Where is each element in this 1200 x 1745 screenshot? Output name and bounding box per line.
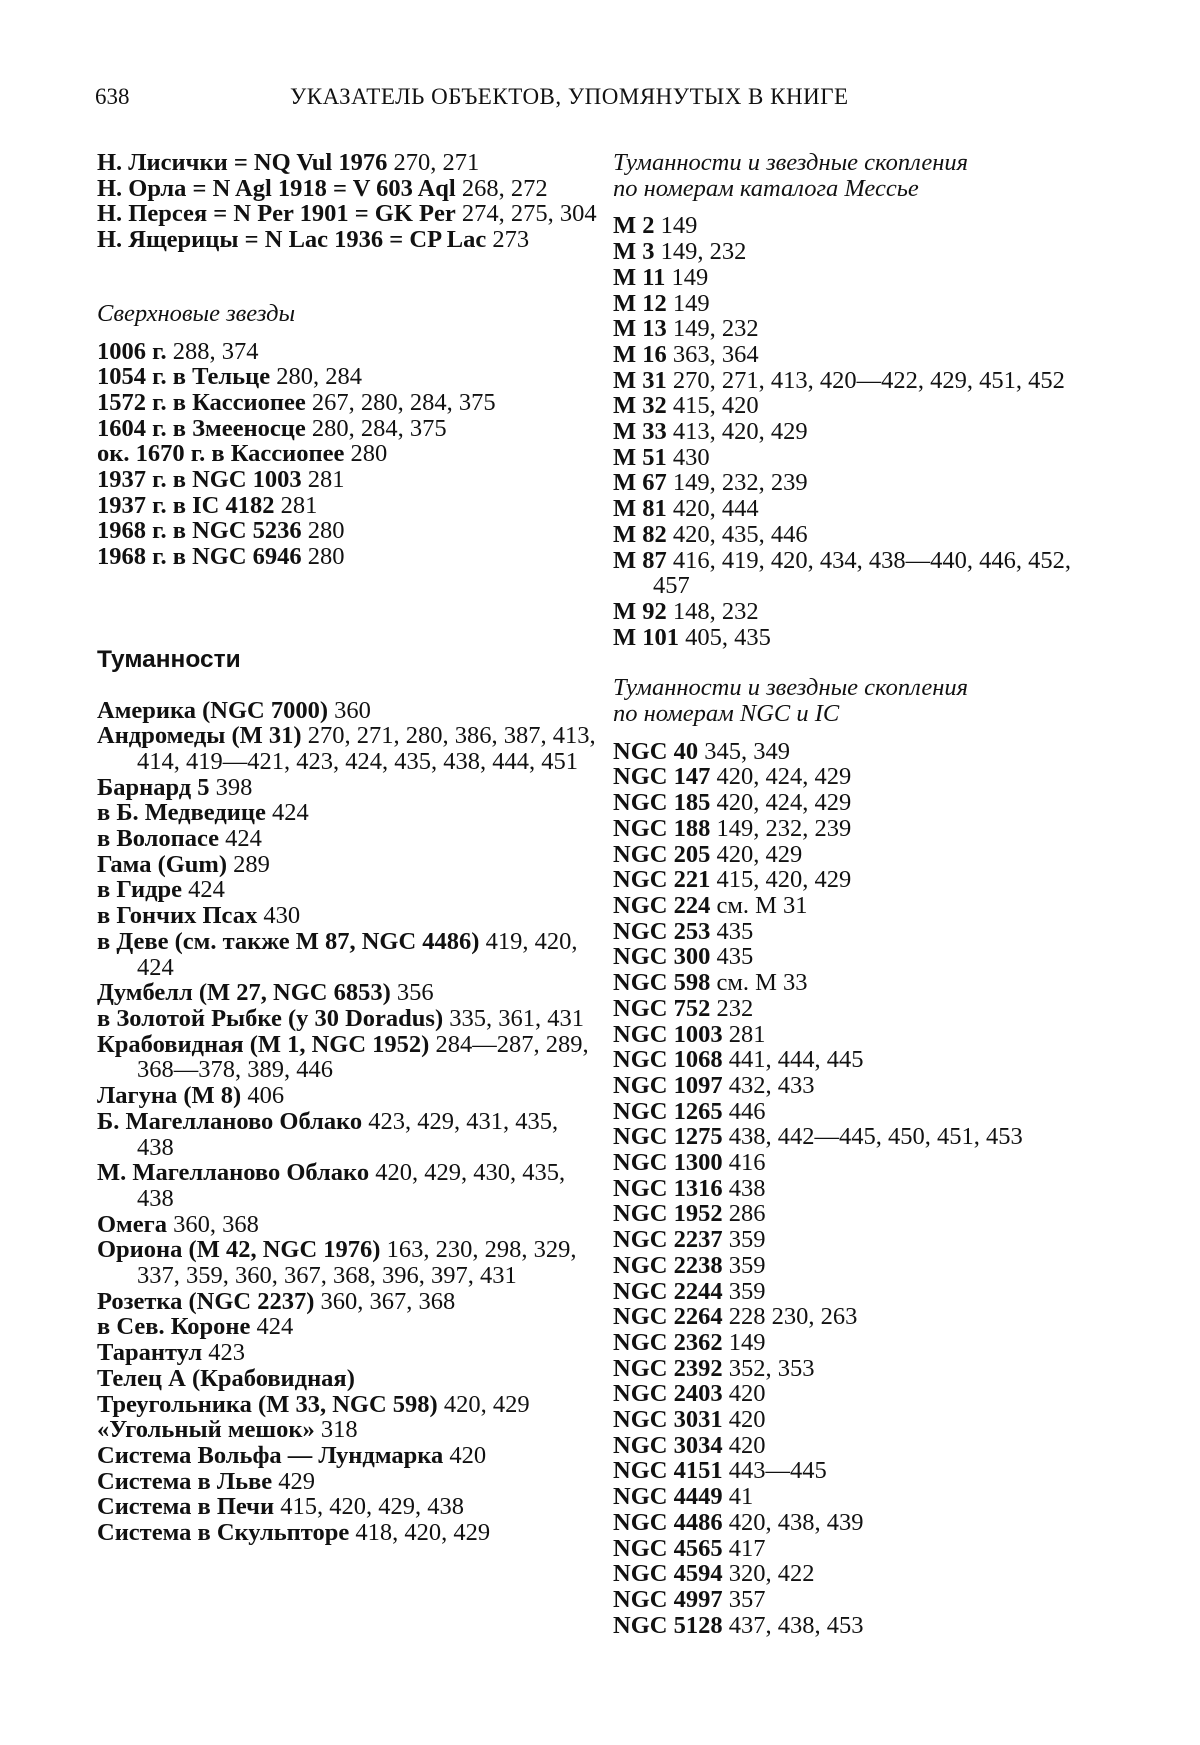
right-column — [613, 150, 1113, 1638]
entry-pages: 359 — [728, 1277, 766, 1305]
index-entry — [613, 739, 1113, 765]
entry-pages: 415, 420 — [672, 392, 759, 420]
entry-name: NGC 752 — [613, 994, 711, 1022]
entry-pages: 286 — [728, 1200, 766, 1228]
entry-pages: 418, 420, 429 — [355, 1519, 491, 1547]
index-entry — [613, 213, 1113, 239]
entry-name: M 33 — [613, 418, 667, 446]
entry-pages: 424 — [188, 876, 225, 904]
index-entry — [97, 1212, 597, 1238]
entry-name: Гама (Gum) — [97, 850, 227, 878]
entry-pages: 281 — [728, 1020, 766, 1048]
entry-pages: 149, 232, 239 — [672, 469, 808, 497]
index-entry — [97, 227, 597, 253]
index-entry — [97, 518, 597, 544]
entry-pages: 148, 232 — [672, 597, 759, 625]
entry-name: NGC 300 — [613, 943, 711, 971]
entry-name: M 31 — [613, 366, 667, 394]
entry-pages: 280 — [307, 543, 345, 571]
entry-pages: 268, 272 — [461, 174, 548, 202]
index-entry — [97, 1160, 597, 1211]
entry-name: NGC 1068 — [613, 1046, 723, 1074]
entry-name: NGC 4486 — [613, 1508, 723, 1536]
entry-pages: 416 — [728, 1149, 766, 1177]
left-column — [97, 150, 597, 1546]
entry-pages: 420, 438, 439 — [728, 1508, 864, 1536]
index-entry — [97, 1443, 597, 1469]
entry-name: Омега — [97, 1210, 167, 1238]
index-entry — [97, 800, 597, 826]
entry-pages: 149 — [660, 212, 698, 240]
index-entry — [97, 1289, 597, 1315]
entry-name: Ориона (M 42, NGC 1976) — [97, 1236, 381, 1264]
index-entry — [97, 416, 597, 442]
entry-name: NGC 598 — [613, 969, 711, 997]
entry-pages: 420 — [728, 1380, 766, 1408]
entry-pages: 352, 353 — [728, 1354, 815, 1382]
index-entry — [613, 239, 1113, 265]
supernovae-list — [97, 339, 597, 570]
entry-pages: 281 — [280, 491, 318, 519]
entry-name: 1604 г. в Змееносце — [97, 414, 306, 442]
entry-name: Крабовидная (M 1, NGC 1952) — [97, 1030, 430, 1058]
entry-pages: 318 — [320, 1416, 358, 1444]
index-entry — [613, 419, 1113, 445]
entry-pages: 441, 444, 445 — [728, 1046, 864, 1074]
entry-name: NGC 1952 — [613, 1200, 723, 1228]
entry-pages: 273 — [492, 226, 530, 254]
index-entry — [97, 1520, 597, 1546]
entry-pages: 420 — [728, 1406, 766, 1434]
entry-name: Система в Льве — [97, 1467, 273, 1495]
index-entry — [613, 316, 1113, 342]
entry-name: M 16 — [613, 340, 667, 368]
entry-pages: 423, 429, 431, 435, 438 — [137, 1107, 559, 1161]
entry-pages: 280 — [307, 517, 345, 545]
entry-pages: 363, 364 — [672, 340, 759, 368]
entry-name: NGC 3031 — [613, 1406, 723, 1434]
index-entry — [97, 1083, 597, 1109]
entry-name: Лагуна (M 8) — [97, 1082, 242, 1110]
entry-pages: 435 — [716, 917, 754, 945]
index-entry — [613, 599, 1113, 625]
entry-pages: 149, 232 — [660, 238, 747, 266]
running-title: УКАЗАТЕЛЬ ОБЪЕКТОВ, УПОМЯНУТЫХ В КНИГЕ — [290, 84, 849, 109]
entry-name: M 67 — [613, 469, 667, 497]
index-entry — [97, 467, 597, 493]
index-entry — [613, 1253, 1113, 1279]
index-entry — [97, 1469, 597, 1495]
entry-name: M 82 — [613, 520, 667, 548]
entry-pages: 424 — [225, 825, 262, 853]
index-entry — [97, 826, 597, 852]
nebulae-heading: Туманности — [97, 645, 241, 673]
entry-name: Треугольника (M 33, NGC 598) — [97, 1390, 438, 1418]
entry-name: M 2 — [613, 212, 655, 240]
index-entry — [613, 496, 1113, 522]
entry-pages: 270, 271, 280, 386, 387, 413, 414, 419—421, 423, 424, 435, 438, 444, 451 — [137, 722, 596, 775]
entry-pages: 420, 429 — [443, 1390, 530, 1418]
entry-name: NGC 205 — [613, 840, 711, 868]
entry-pages: см. M 33 — [716, 969, 808, 997]
index-entry — [97, 903, 597, 929]
entry-name: в Гончих Псах — [97, 902, 258, 930]
index-entry — [613, 970, 1113, 996]
entry-pages: 345, 349 — [704, 737, 790, 765]
entry-name: NGC 40 — [613, 737, 699, 765]
entry-name: NGC 5128 — [613, 1611, 723, 1639]
index-entry — [613, 893, 1113, 919]
index-entry — [613, 1433, 1113, 1459]
entry-pages: 335, 361, 431 — [449, 1004, 584, 1032]
entry-pages: 438 — [728, 1174, 766, 1202]
index-entry — [97, 929, 597, 980]
index-entry — [613, 1099, 1113, 1125]
entry-pages: 424 — [256, 1313, 294, 1341]
entry-name: NGC 1300 — [613, 1149, 723, 1177]
entry-name: NGC 4997 — [613, 1585, 723, 1613]
index-entry — [613, 1201, 1113, 1227]
entry-name: NGC 2264 — [613, 1303, 723, 1331]
entry-name: NGC 4565 — [613, 1534, 723, 1562]
entry-name: в Гидре — [97, 876, 183, 904]
entry-pages: 163, 230, 298, 329, 337, 359, 360, 367, 368, 396, 397, 431 — [137, 1236, 577, 1290]
entry-name: в Сев. Короне — [97, 1313, 251, 1341]
messier-heading-line2: по номерам каталога Мессье — [613, 174, 919, 202]
entry-name: NGC 147 — [613, 763, 711, 791]
entry-pages: 420, 435, 446 — [672, 520, 808, 548]
entry-name: Б. Магелланово Облако — [97, 1107, 363, 1135]
index-entry — [97, 441, 597, 467]
entry-pages: 149 — [671, 263, 709, 291]
messier-heading-line1: Туманности и звездные скопления — [613, 149, 969, 176]
index-entry — [97, 1032, 597, 1083]
index-entry — [613, 1073, 1113, 1099]
entry-pages: 41 — [728, 1483, 754, 1511]
novae-list — [97, 150, 597, 253]
entry-pages: 413, 420, 429 — [672, 418, 808, 446]
entry-name: NGC 253 — [613, 917, 711, 945]
entry-name: NGC 185 — [613, 789, 711, 817]
index-entry — [613, 1561, 1113, 1587]
entry-name: ок. 1670 г. в Кассиопее — [97, 440, 345, 468]
entry-pages: 359 — [728, 1251, 766, 1279]
entry-pages: 443—445 — [728, 1457, 827, 1485]
index-entry — [613, 816, 1113, 842]
index-entry — [97, 775, 597, 801]
index-entry — [613, 1047, 1113, 1073]
entry-pages: 430 — [672, 443, 710, 471]
entry-name: M 32 — [613, 392, 667, 420]
index-entry — [613, 919, 1113, 945]
entry-name: NGC 2362 — [613, 1328, 723, 1356]
index-entry — [97, 544, 597, 570]
entry-name: NGC 2403 — [613, 1380, 723, 1408]
entry-name: NGC 224 — [613, 891, 711, 919]
entry-name: NGC 1097 — [613, 1071, 723, 1099]
index-entry — [613, 996, 1113, 1022]
entry-name: в Волопасе — [97, 825, 220, 853]
entry-name: Америка (NGC 7000) — [97, 696, 329, 724]
index-entry — [613, 842, 1113, 868]
entry-name: M 51 — [613, 443, 667, 471]
index-entry — [613, 625, 1113, 651]
entry-pages: 420, 429, 430, 435, 438 — [137, 1159, 566, 1212]
entry-pages: 149, 232, 239 — [716, 814, 852, 842]
entry-pages: 270, 271 — [393, 149, 480, 176]
ngc-heading-line2: по номерам NGC и IC — [613, 700, 840, 728]
index-entry — [97, 698, 597, 724]
entry-name: 1006 г. — [97, 337, 167, 365]
entry-pages: 149 — [672, 289, 710, 317]
index-entry — [613, 1176, 1113, 1202]
entry-name: в Деве (см. также M 87, NGC 4486) — [97, 927, 480, 955]
index-entry — [97, 1340, 597, 1366]
entry-name: Система в Печи — [97, 1493, 275, 1521]
entry-name: NGC 1003 — [613, 1020, 723, 1048]
entry-pages: 360, 368 — [173, 1210, 259, 1238]
entry-name: 1968 г. в NGC 6946 — [97, 543, 302, 571]
entry-name: 1968 г. в NGC 5236 — [97, 517, 302, 545]
index-entry — [613, 1536, 1113, 1562]
entry-name: NGC 2392 — [613, 1354, 723, 1382]
entry-pages: 360, 367, 368 — [320, 1287, 456, 1315]
entry-name: NGC 221 — [613, 866, 711, 894]
entry-pages: 420, 424, 429 — [716, 763, 852, 791]
entry-name: NGC 1316 — [613, 1174, 723, 1202]
entry-pages: 420, 424, 429 — [716, 789, 852, 817]
ngc-heading-line1: Туманности и звездные скопления — [613, 674, 969, 702]
index-entry — [613, 1381, 1113, 1407]
index-entry — [97, 1366, 597, 1392]
entry-pages: 435 — [716, 943, 754, 971]
entry-name: M 11 — [613, 263, 666, 291]
entry-name: Н. Лисички = NQ Vul 1976 — [97, 149, 388, 176]
entry-pages: 438, 442—445, 450, 451, 453 — [728, 1123, 1023, 1151]
index-entry — [97, 1006, 597, 1032]
index-entry — [613, 764, 1113, 790]
entry-pages: 149 — [728, 1328, 766, 1356]
entry-name: «Угольный мешок» — [97, 1416, 315, 1444]
index-entry — [613, 393, 1113, 419]
entry-pages: 420 — [728, 1431, 766, 1459]
index-entry — [613, 867, 1113, 893]
index-entry — [97, 1314, 597, 1340]
entry-name: 1937 г. в IC 4182 — [97, 491, 275, 519]
index-entry — [97, 1494, 597, 1520]
entry-name: Розетка (NGC 2237) — [97, 1287, 315, 1315]
entry-pages: 437, 438, 453 — [728, 1611, 864, 1639]
index-entry — [613, 291, 1113, 317]
index-entry — [97, 339, 597, 365]
entry-pages: 417 — [728, 1534, 766, 1562]
entry-pages: 149, 232 — [672, 315, 759, 343]
entry-pages: 288, 374 — [172, 337, 259, 365]
entry-pages: 398 — [215, 773, 253, 801]
page-header — [95, 84, 1105, 124]
entry-name: M 81 — [613, 495, 667, 523]
index-entry — [97, 1237, 597, 1288]
index-entry — [613, 1407, 1113, 1433]
index-entry — [613, 1587, 1113, 1613]
entry-pages: 228 230, 263 — [728, 1303, 858, 1331]
entry-name: Н. Ящерицы = N Lac 1936 = CP Lac — [97, 226, 487, 254]
entry-pages: 420, 429 — [716, 840, 803, 868]
index-entry — [613, 368, 1113, 394]
entry-name: NGC 4594 — [613, 1560, 723, 1588]
index-entry — [613, 1279, 1113, 1305]
entry-pages: 267, 280, 284, 375 — [311, 388, 496, 416]
index-entry — [97, 1109, 597, 1160]
entry-name: M 92 — [613, 597, 667, 625]
index-entry — [613, 1484, 1113, 1510]
entry-pages: 289 — [233, 850, 270, 878]
entry-pages: 446 — [728, 1097, 766, 1125]
entry-name: Н. Персея = N Per 1901 = GK Per — [97, 200, 456, 228]
entry-pages: 420, 444 — [672, 495, 759, 523]
entry-pages: 420 — [449, 1441, 487, 1469]
entry-name: Система Вольфа — Лундмарка — [97, 1441, 444, 1469]
index-entry — [613, 445, 1113, 471]
entry-pages: 357 — [728, 1585, 766, 1613]
index-entry — [613, 265, 1113, 291]
entry-pages: 415, 420, 429 — [716, 866, 852, 894]
ngc-list — [613, 739, 1113, 1639]
entry-name: M 13 — [613, 315, 667, 343]
entry-name: NGC 1275 — [613, 1123, 723, 1151]
index-entry — [97, 980, 597, 1006]
entry-name: Телец А (Крабовидная) — [97, 1364, 355, 1392]
index-entry — [97, 201, 597, 227]
entry-pages: 270, 271, 413, 420—422, 429, 451, 452 — [672, 366, 1065, 394]
index-entry — [613, 1227, 1113, 1253]
index-entry — [613, 1150, 1113, 1176]
index-entry — [97, 877, 597, 903]
index-entry — [613, 1510, 1113, 1536]
entry-pages: 405, 435 — [685, 623, 771, 651]
entry-name: Андромеды (M 31) — [97, 722, 302, 750]
index-entry — [97, 493, 597, 519]
entry-name: NGC 188 — [613, 814, 711, 842]
entry-pages: 359 — [728, 1226, 766, 1254]
entry-name: М. Магелланово Облако — [97, 1159, 370, 1187]
entry-pages: 424 — [271, 799, 309, 827]
entry-name: Барнард 5 — [97, 773, 210, 801]
entry-name: NGC 4449 — [613, 1483, 723, 1511]
entry-name: 1937 г. в NGC 1003 — [97, 466, 302, 494]
entry-pages: 360 — [334, 696, 371, 724]
entry-name: Тарантул — [97, 1339, 203, 1367]
entry-name: NGC 2237 — [613, 1226, 723, 1254]
index-entry — [613, 1458, 1113, 1484]
entry-name: M 101 — [613, 623, 679, 651]
entry-name: M 3 — [613, 238, 655, 266]
index-entry — [613, 548, 1113, 599]
entry-pages: 280 — [350, 440, 388, 468]
entry-pages: 415, 420, 429, 438 — [280, 1493, 464, 1521]
entry-pages: 430 — [263, 902, 301, 930]
entry-name: NGC 3034 — [613, 1431, 723, 1459]
index-entry — [613, 1330, 1113, 1356]
entry-pages: 356 — [396, 979, 434, 1007]
index-entry — [613, 1022, 1113, 1048]
index-entry — [97, 390, 597, 416]
index-entry — [613, 522, 1113, 548]
entry-name: NGC 2244 — [613, 1277, 723, 1305]
entry-name: NGC 4151 — [613, 1457, 723, 1485]
index-entry — [613, 944, 1113, 970]
entry-pages: 281 — [307, 466, 345, 494]
entry-pages: 429 — [278, 1467, 316, 1495]
messier-list — [613, 213, 1113, 650]
index-entry — [613, 470, 1113, 496]
entry-pages: см. M 31 — [716, 891, 808, 919]
index-entry — [613, 1356, 1113, 1382]
entry-name: 1572 г. в Кассиопее — [97, 388, 306, 416]
index-entry — [97, 723, 597, 774]
page-number: 638 — [95, 84, 130, 109]
index-entry — [97, 176, 597, 202]
entry-pages: 232 — [716, 994, 754, 1022]
entry-name: NGC 1265 — [613, 1097, 723, 1125]
entry-name: M 87 — [613, 546, 667, 574]
entry-name: 1054 г. в Тельце — [97, 363, 271, 391]
entry-pages: 423 — [208, 1339, 245, 1367]
entry-name: Думбелл (M 27, NGC 6853) — [97, 979, 391, 1007]
entry-pages: 432, 433 — [728, 1071, 815, 1099]
entry-pages: 284—287, 289, 368—378, 389, 446 — [137, 1030, 589, 1084]
index-entry — [97, 150, 597, 176]
index-entry — [613, 342, 1113, 368]
entry-name: в Б. Медведице — [97, 799, 266, 827]
entry-name: в Золотой Рыбке (у 30 Doradus) — [97, 1004, 444, 1032]
index-entry — [97, 852, 597, 878]
supernovae-heading: Сверхновые звезды — [97, 299, 296, 327]
index-entry — [97, 1392, 597, 1418]
index-entry — [613, 1124, 1113, 1150]
entry-name: M 12 — [613, 289, 667, 317]
entry-name: NGC 2238 — [613, 1251, 723, 1279]
entry-pages: 280, 284 — [276, 363, 362, 391]
entry-pages: 320, 422 — [728, 1560, 815, 1588]
index-entry — [613, 1304, 1113, 1330]
index-entry — [97, 1417, 597, 1443]
entry-name: Н. Орла = N Agl 1918 = V 603 Aql — [97, 174, 456, 202]
entry-pages: 419, 420, 424 — [137, 927, 578, 981]
entry-pages: 280, 284, 375 — [311, 414, 447, 442]
index-entry — [97, 364, 597, 390]
nebulae-list — [97, 698, 597, 1546]
entry-pages: 416, 419, 420, 434, 438—440, 446, 452, 457 — [653, 546, 1071, 600]
entry-pages: 406 — [247, 1082, 285, 1110]
entry-name: Система в Скульпторе — [97, 1519, 350, 1547]
index-entry — [613, 1613, 1113, 1639]
index-entry — [613, 790, 1113, 816]
entry-pages: 274, 275, 304 — [461, 200, 597, 228]
